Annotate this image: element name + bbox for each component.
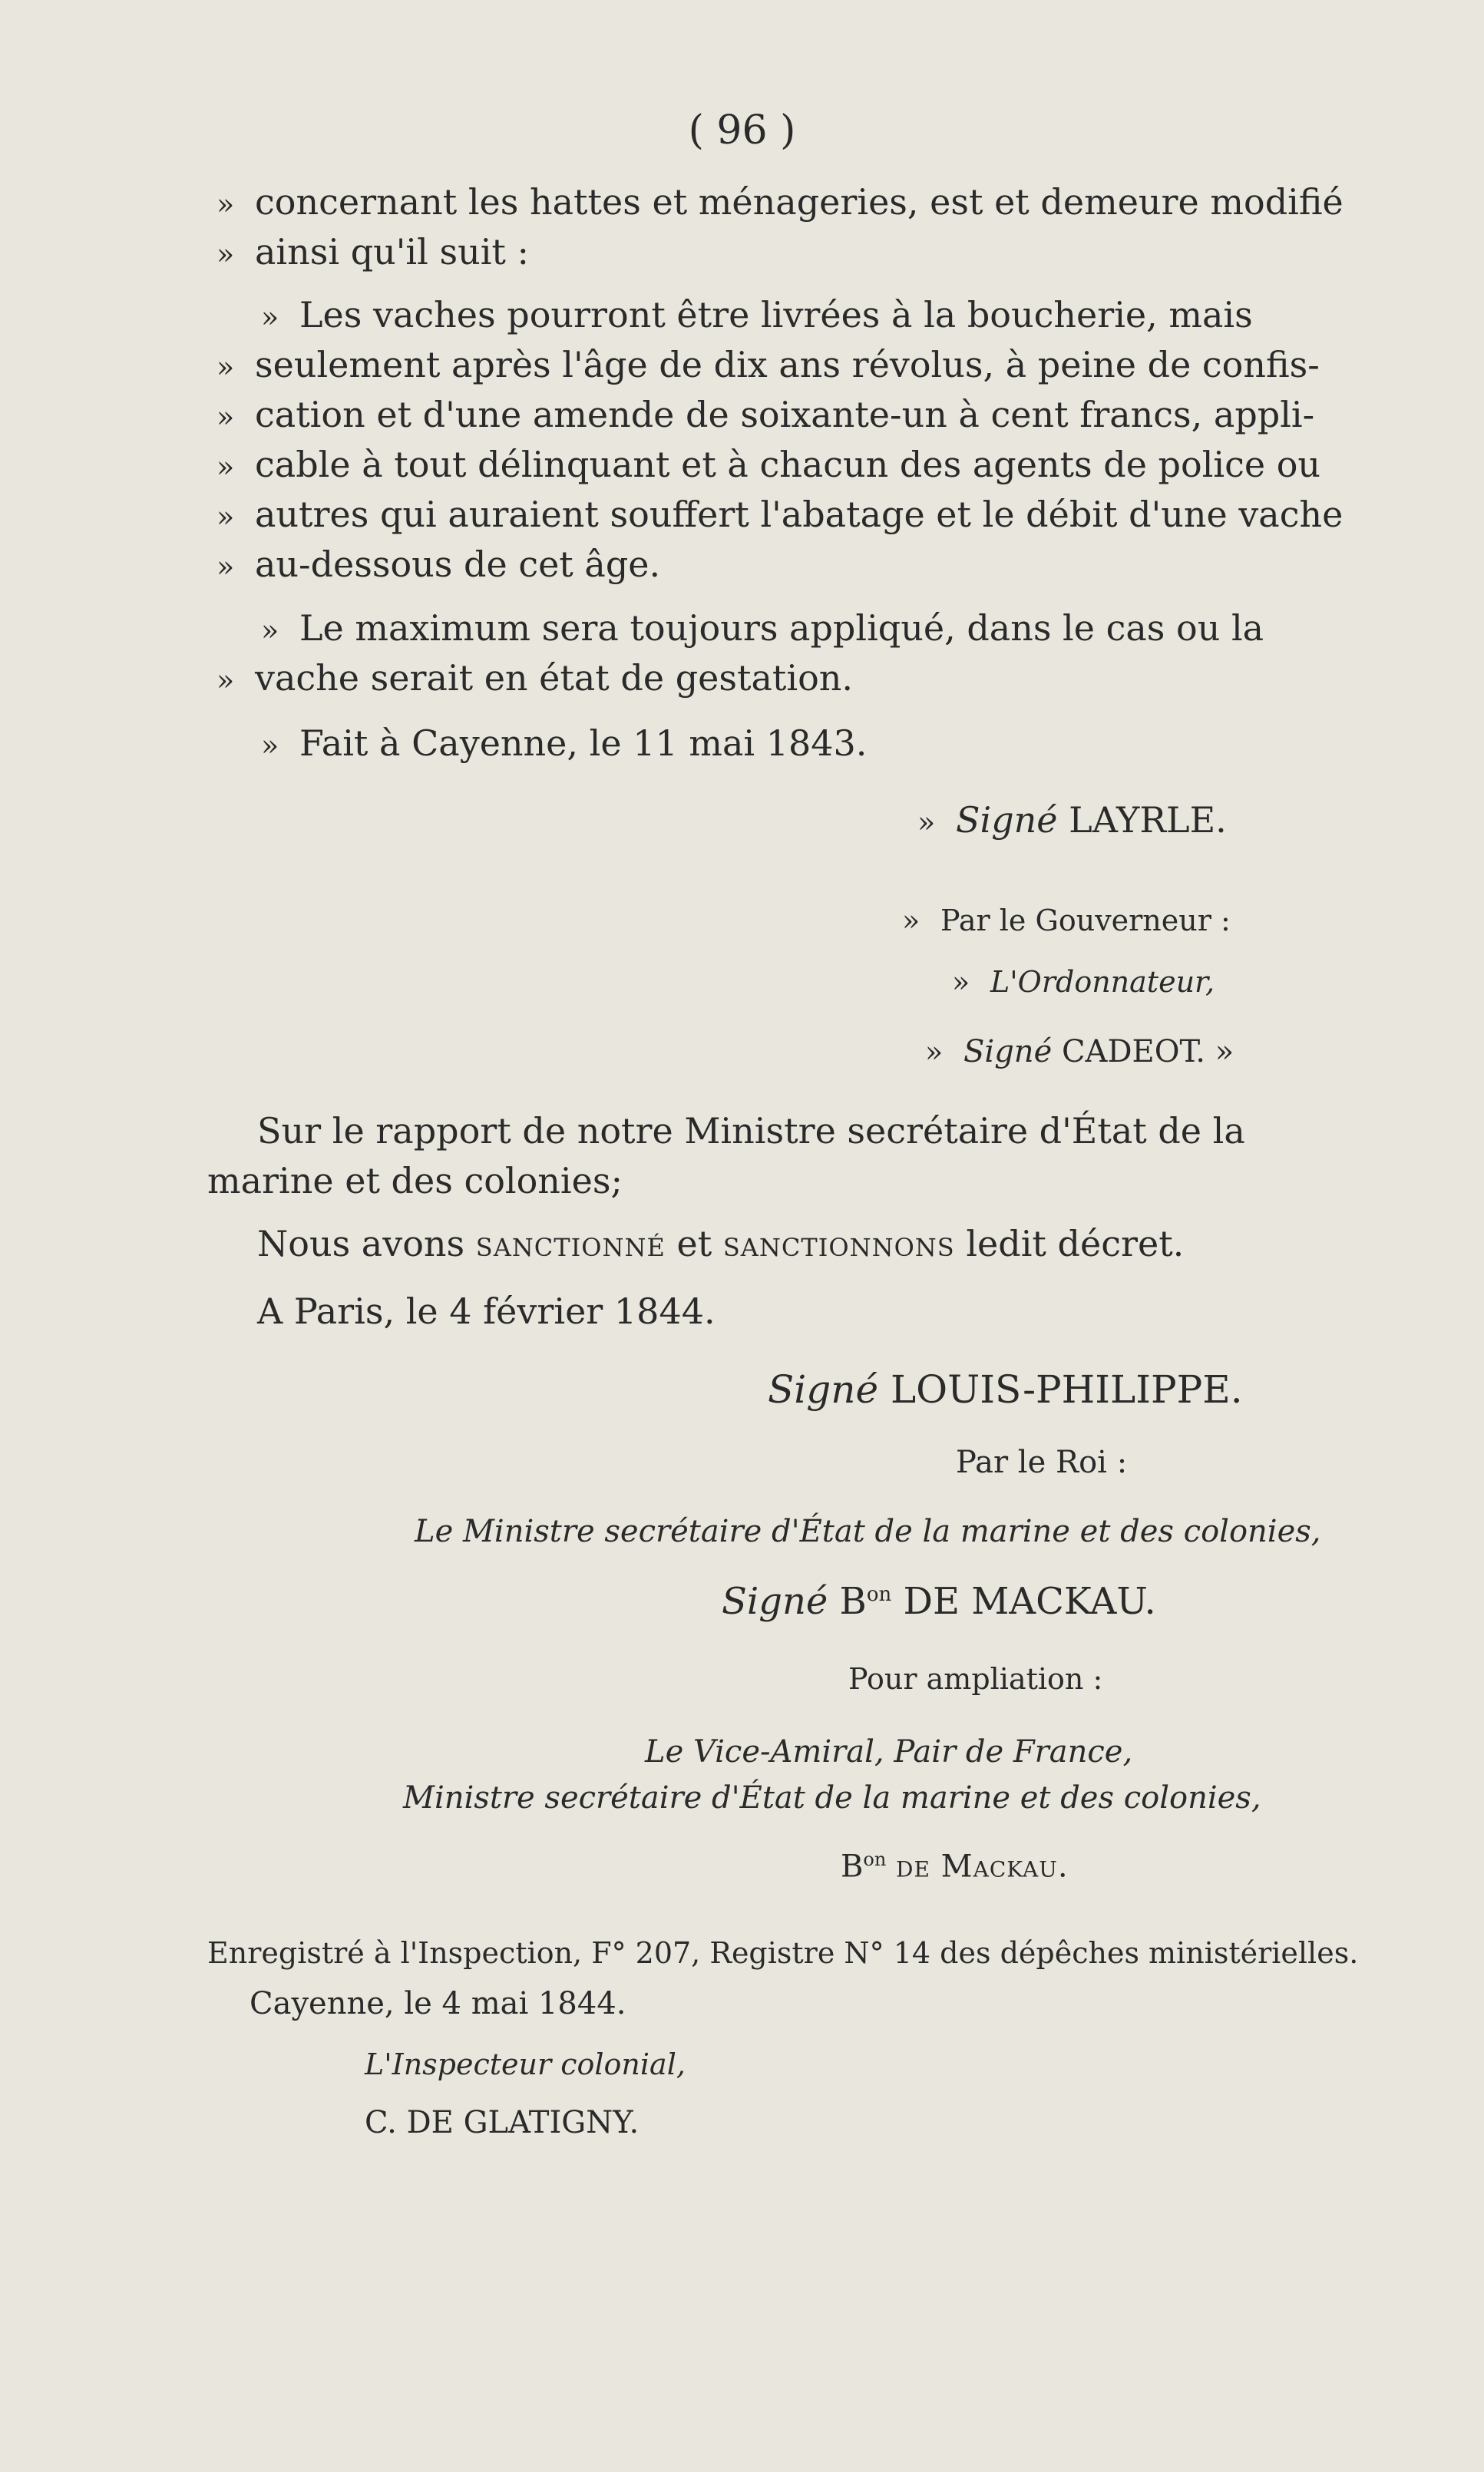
- line-text: L'Inspecteur colonial,: [365, 2047, 686, 2081]
- quote-mark: »: [216, 350, 235, 384]
- quote-mark: »: [216, 500, 235, 534]
- line-text: Le maximum sera toujours appliqué, dans le cas ou la: [299, 607, 1264, 649]
- signatory-name: C. DE GLATIGNY.: [365, 2105, 640, 2140]
- line-text: Enregistré à l'Inspection, F° 207, Registre N° 14 des dépêches ministérielles.: [207, 1936, 1359, 1970]
- signature-layrle: [917, 799, 1227, 841]
- line-text: ledit décret.: [966, 1223, 1185, 1264]
- signatory-name: B: [839, 1580, 867, 1623]
- text-line: [216, 344, 1320, 385]
- line-text: cable à tout délinquant et à chacun des agents de police ou: [255, 444, 1321, 485]
- text-line: [207, 1160, 623, 1201]
- signe-label: Signé: [768, 1367, 879, 1412]
- line-text: concernant les hattes et ménageries, est et demeure modifié: [255, 181, 1344, 223]
- text-line: [250, 1988, 626, 2019]
- line-text: vache serait en état de gestation.: [255, 657, 854, 699]
- signe-label: Signé: [963, 1034, 1053, 1069]
- text-line: [216, 444, 1321, 485]
- line-text: et: [676, 1223, 712, 1264]
- text-line: [216, 394, 1315, 435]
- text-line: [257, 1291, 716, 1332]
- quote-mark: »: [925, 1035, 944, 1069]
- quote-mark: »: [952, 965, 970, 999]
- line-text: ainsi qu'il suit :: [255, 231, 530, 273]
- text-line: [216, 544, 661, 585]
- quote-mark: »: [261, 729, 279, 762]
- signature-cadeot: [925, 1036, 1234, 1067]
- quote-mark: »: [216, 550, 235, 583]
- text-line: [216, 181, 1422, 223]
- text-line: [216, 231, 530, 273]
- line-text: cation et d'une amende de soixante-un à cent francs, appli-: [255, 394, 1315, 435]
- line-text: Nous avons: [257, 1223, 465, 1264]
- text-line: [902, 906, 1231, 935]
- text-line: [257, 1110, 1422, 1152]
- quote-mark: »: [216, 187, 235, 221]
- signature-mackau-ampliation: [841, 1849, 1069, 1885]
- text-line: [645, 1734, 1133, 1770]
- line-text: Les vaches pourront être livrées à la boucherie, mais: [299, 294, 1253, 335]
- page-number: ( 96 ): [688, 107, 796, 154]
- text-line: [216, 657, 854, 699]
- signe-label: Signé: [722, 1580, 828, 1623]
- line-text: autres qui auraient souffert l'abatage et le débit d'une vache: [255, 494, 1344, 535]
- line-text: Pour ampliation :: [848, 1662, 1103, 1696]
- quote-mark: »: [917, 805, 936, 839]
- quote-mark: »: [216, 237, 235, 271]
- line-text: Fait à Cayenne, le 11 mai 1843.: [299, 722, 868, 764]
- text-line: [216, 494, 1344, 535]
- signatory-name: DE MACKAU.: [903, 1580, 1156, 1623]
- line-text: sanctionnons: [722, 1223, 955, 1264]
- line-text: Ministre secrétaire d'État de la marine et des colonies,: [403, 1780, 1261, 1816]
- line-text: A Paris, le 4 février 1844.: [257, 1291, 716, 1332]
- quote-mark: »: [261, 300, 279, 334]
- signatory-name: B: [841, 1849, 864, 1885]
- signatory-name: on: [866, 1583, 892, 1606]
- line-text: Le Ministre secrétaire d'État de la marine et des colonies,: [415, 1514, 1321, 1549]
- quote-mark: »: [261, 613, 279, 647]
- quote-mark: »: [902, 904, 920, 937]
- line-text: Par le Roi :: [956, 1445, 1128, 1480]
- line-text: L'Ordonnateur,: [990, 965, 1215, 999]
- line-text: sanctionné: [475, 1223, 666, 1264]
- signatory-name: de Mackau.: [896, 1849, 1069, 1885]
- registration-line: [207, 1938, 1358, 1968]
- signature-glatigny: [365, 2107, 639, 2138]
- text-line: [415, 1516, 1321, 1547]
- quote-mark: »: [216, 400, 235, 434]
- text-line: [956, 1447, 1127, 1478]
- signatory-name: LOUIS-PHILIPPE.: [890, 1367, 1243, 1412]
- signature-louis-philippe: [768, 1367, 1243, 1412]
- quote-mark: »: [216, 450, 235, 484]
- signatory-name: on: [863, 1849, 887, 1870]
- text-line: [257, 1223, 1185, 1264]
- signature-mackau: [722, 1580, 1156, 1623]
- line-text: Cayenne, le 4 mai 1844.: [250, 1986, 626, 2021]
- text-line: [261, 607, 1264, 649]
- line-text: Sur le rapport de notre Ministre secrétaire d'État de la: [257, 1110, 1245, 1152]
- quote-mark: »: [216, 663, 235, 697]
- line-text: Par le Gouverneur :: [940, 904, 1231, 937]
- signe-label: Signé: [956, 799, 1058, 841]
- signatory-name: CADEOT. »: [1061, 1034, 1234, 1069]
- text-line: [403, 1780, 1261, 1816]
- text-line: [365, 2047, 686, 2081]
- text-line: [952, 965, 1215, 999]
- signatory-name: LAYRLE.: [1069, 799, 1227, 841]
- text-line: [261, 294, 1253, 335]
- line-text: marine et des colonies;: [207, 1160, 623, 1201]
- line-text: au-dessous de cet âge.: [255, 544, 661, 585]
- line-text: Le Vice-Amiral, Pair de France,: [645, 1734, 1133, 1770]
- text-line: [848, 1664, 1102, 1694]
- text-line: [261, 722, 868, 764]
- line-text: seulement après l'âge de dix ans révolus, à peine de confis-: [255, 344, 1320, 385]
